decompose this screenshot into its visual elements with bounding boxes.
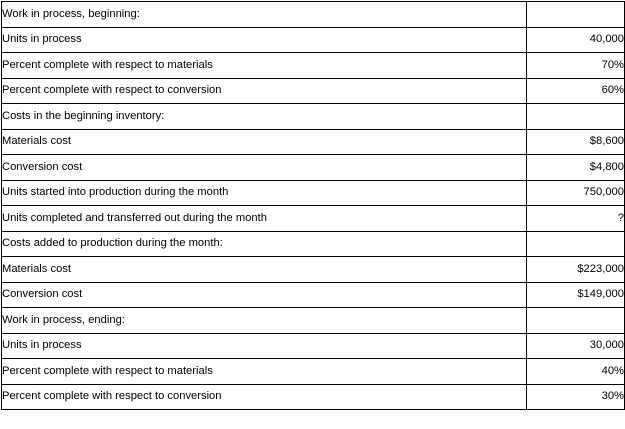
row-label: Units completed and transferred out during the month — [2, 206, 527, 232]
row-value: $4,800 — [527, 155, 625, 181]
row-value: 40,000 — [527, 27, 625, 53]
table-row — [2, 231, 625, 257]
row-label: Work in process, beginning: — [2, 2, 527, 28]
table-row — [2, 78, 625, 104]
row-value: ? — [527, 206, 625, 232]
row-label: Materials cost — [2, 129, 527, 155]
row-value: $223,000 — [527, 257, 625, 283]
row-label: Conversion cost — [2, 155, 527, 181]
row-label: Percent complete with respect to conversion — [2, 78, 527, 104]
table-row — [2, 257, 625, 283]
row-label: Units in process — [2, 27, 527, 53]
row-value — [527, 104, 625, 130]
row-value: 70% — [527, 53, 625, 79]
table-row — [2, 2, 625, 28]
row-value: $149,000 — [527, 282, 625, 308]
row-value — [527, 2, 625, 28]
row-label: Units started into production during the month — [2, 180, 527, 206]
row-value: 30,000 — [527, 333, 625, 359]
row-label: Conversion cost — [2, 282, 527, 308]
table-row — [2, 180, 625, 206]
row-value — [527, 231, 625, 257]
row-value: 750,000 — [527, 180, 625, 206]
cost-data-table — [1, 1, 625, 410]
row-value: 40% — [527, 359, 625, 385]
table-row — [2, 27, 625, 53]
row-label: Costs in the beginning inventory: — [2, 104, 527, 130]
row-label: Percent complete with respect to conversion — [2, 384, 527, 410]
table-row — [2, 384, 625, 410]
table-row — [2, 282, 625, 308]
row-value — [527, 308, 625, 334]
row-label: Units in process — [2, 333, 527, 359]
row-label: Percent complete with respect to materials — [2, 53, 527, 79]
row-label: Percent complete with respect to materials — [2, 359, 527, 385]
row-value: $8,600 — [527, 129, 625, 155]
row-label: Work in process, ending: — [2, 308, 527, 334]
table-row — [2, 53, 625, 79]
table-row — [2, 308, 625, 334]
table-row — [2, 155, 625, 181]
table-row — [2, 206, 625, 232]
row-value: 60% — [527, 78, 625, 104]
row-label: Costs added to production during the month: — [2, 231, 527, 257]
table-row — [2, 129, 625, 155]
row-value: 30% — [527, 384, 625, 410]
table-row — [2, 104, 625, 130]
table-row — [2, 333, 625, 359]
row-label: Materials cost — [2, 257, 527, 283]
table-row — [2, 359, 625, 385]
